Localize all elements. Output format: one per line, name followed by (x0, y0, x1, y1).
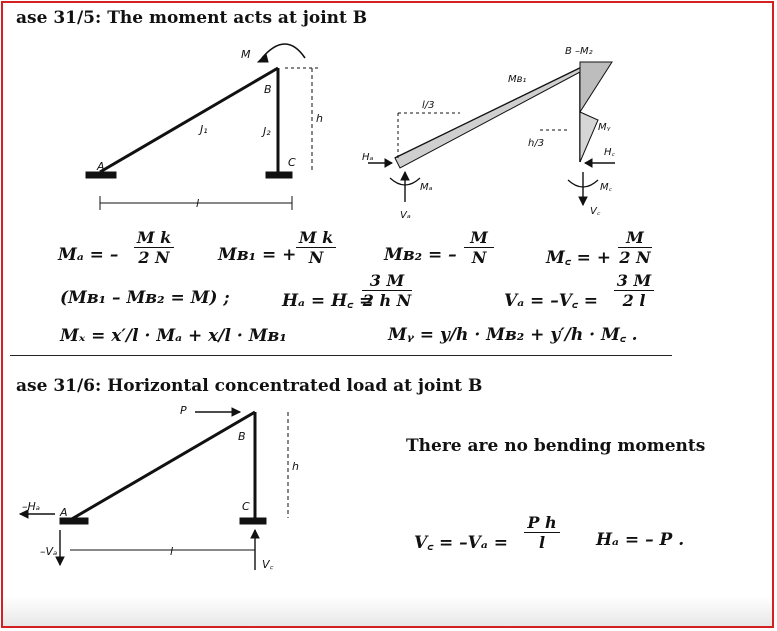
V-lhs: Vₐ = –V꜀ = (504, 291, 598, 311)
c6-label-HA: –Hₐ (22, 500, 41, 513)
MC-lhs: M꜀ = + (546, 248, 612, 268)
support-C (266, 172, 292, 178)
c6-label-VC: V꜀ (262, 558, 274, 571)
c6-label-C: C (242, 500, 250, 513)
moment-balance-note: (Mʙ₁ – Mʙ₂ = M) ; (60, 288, 230, 308)
label-J2: J₂ (263, 125, 271, 138)
MB1-lhs: Mʙ₁ = + (218, 245, 297, 265)
c6-label-h: h (292, 460, 299, 473)
label-l: l (196, 197, 200, 210)
section-divider (10, 355, 672, 356)
r-label-MA: Mₐ (420, 182, 433, 193)
label-A: A (97, 160, 105, 173)
r-label-top: B –M₂ (565, 46, 593, 57)
r-label-VA: Vₐ (400, 210, 411, 221)
c6-label-A: A (60, 506, 68, 519)
MB1-fraction: M k N (296, 229, 336, 266)
r-label-HA: Hₐ (362, 152, 374, 163)
r-label-MC: M꜀ (600, 182, 613, 193)
MA-lhs: Mₐ = – (58, 245, 119, 265)
c6-label-l: l (170, 545, 174, 558)
no-bending-moments-text: There are no bending moments (406, 436, 706, 456)
Mx-formula: Mₓ = x′/l · Mₐ + x/l · Mʙ₁ (60, 326, 287, 346)
H-lhs: Hₐ = H꜀ = (282, 291, 374, 311)
label-M: M (241, 48, 251, 61)
label-J1: J₁ (200, 123, 208, 136)
MA-fraction: M k 2 N (134, 229, 174, 266)
case5-heading: ase 31/5: The moment acts at joint B (16, 8, 368, 28)
case5-moment-diagram (368, 62, 615, 205)
V-fraction: 3 M 2 l (614, 272, 654, 309)
case5-title: The moment acts at joint B (107, 8, 368, 28)
MB2-lhs: Mʙ₂ = – (384, 245, 457, 265)
label-B: B (264, 83, 272, 96)
label-h: h (316, 112, 323, 125)
c6-H-formula: Hₐ = – P . (596, 530, 685, 550)
r-label-HC: H꜀ (604, 147, 615, 158)
r-label-My: Mᵧ (598, 122, 611, 133)
case6-title: Horizontal concentrated load at joint B (107, 376, 483, 396)
H-fraction: 3 M 2 h N (362, 271, 412, 310)
My-formula: Mᵧ = y/h · Mʙ₂ + y′/h · M꜀ . (388, 325, 638, 345)
c6-label-VA: –Vₐ (40, 545, 58, 558)
r-label-h3: h/3 (528, 138, 545, 149)
c6-V-lhs: V꜀ = –Vₐ = (414, 533, 508, 553)
c6-label-B: B (238, 430, 246, 443)
MC-fraction: M 2 N (619, 228, 651, 267)
r-label-MB1: Mʙ₁ (508, 74, 527, 85)
MB2-fraction: M N (464, 229, 494, 266)
c6-V-fraction: P h l (524, 514, 560, 551)
r-label-VC: V꜀ (590, 206, 601, 217)
c6-label-P: P (180, 404, 187, 417)
r-label-l3: l/3 (422, 100, 435, 111)
case6-frame-diagram (20, 408, 288, 570)
case6-heading: ase 31/6: Horizontal concentrated load at joint B (16, 376, 483, 396)
label-C: C (288, 156, 296, 169)
